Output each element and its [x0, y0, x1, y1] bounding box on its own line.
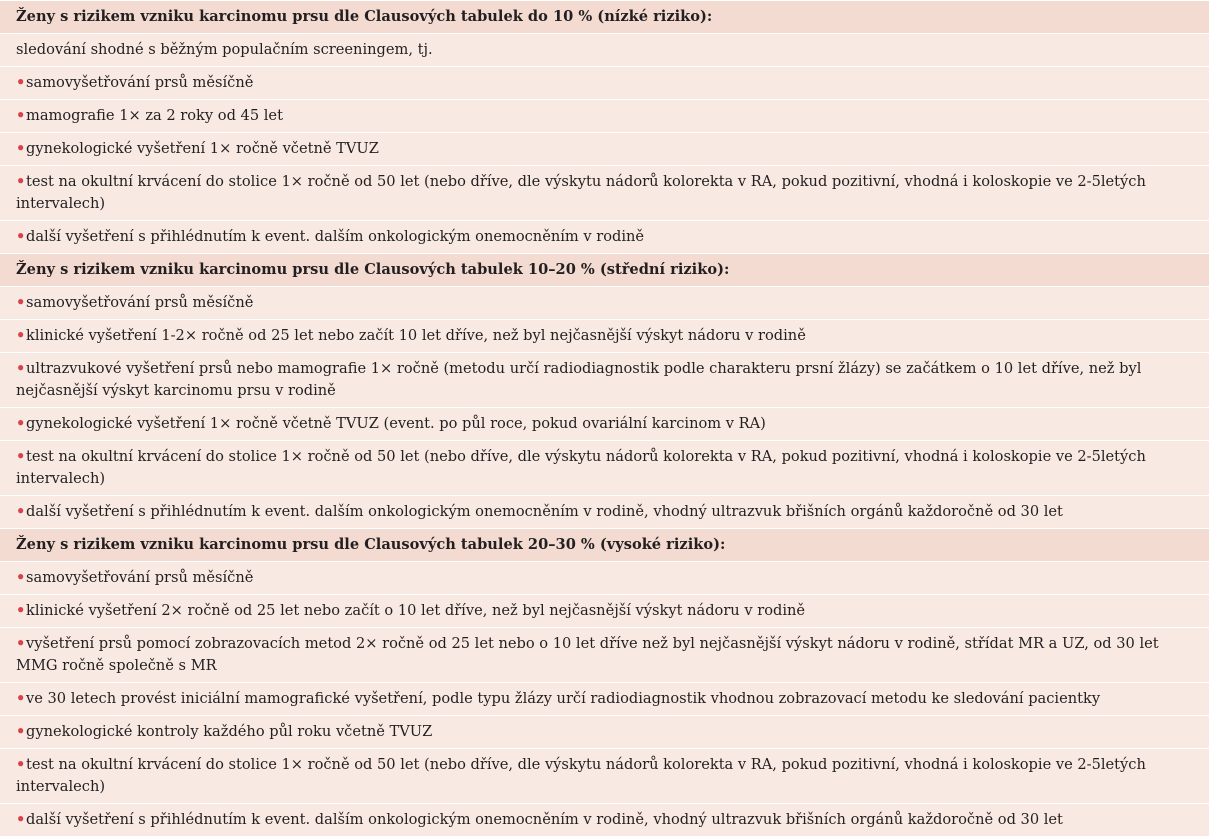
- list-item-text: klinické vyšetření 1-2× ročně od 25 let nebo začít 10 let dříve, než byl nejčasnější výskyt nádoru v rodině: [26, 327, 806, 344]
- list-item-text: další vyšetření s přihlédnutím k event. dalším onkologickým onemocněním v rodině, vhodný ultrazvuk břišních orgánů každoročně od 30 let: [26, 503, 1063, 520]
- list-item-row: [0, 716, 1209, 749]
- list-item: [0, 320, 1209, 353]
- section-header-row: [0, 529, 1209, 562]
- list-item-text: další vyšetření s přihlédnutím k event. dalším onkologickým onemocněním v rodině: [26, 228, 645, 245]
- list-item-text: další vyšetření s přihlédnutím k event. dalším onkologickým onemocněním v rodině, vhodný ultrazvuk břišních orgánů každoročně od 30 let: [26, 811, 1063, 828]
- bullet-icon: •: [16, 107, 26, 124]
- bullet-icon: •: [16, 690, 26, 707]
- list-item: [0, 595, 1209, 628]
- list-item-row: [0, 408, 1209, 441]
- bullet-icon: •: [16, 569, 26, 586]
- list-item-row: [0, 221, 1209, 254]
- list-item: [0, 353, 1209, 408]
- list-item: [0, 441, 1209, 496]
- bullet-icon: •: [16, 602, 26, 619]
- list-item-text: test na okultní krvácení do stolice 1× ročně od 50 let (nebo dříve, dle výskytu nádorů kolorekta v RA, pokud pozitivní, vhodná i koloskopie ve 2-5letých intervalech): [16, 756, 1146, 795]
- list-item-row: [0, 287, 1209, 320]
- section-header-row: [0, 1, 1209, 34]
- list-item-text: samovyšetřování prsů měsíčně: [26, 569, 254, 586]
- list-item-row: [0, 628, 1209, 683]
- bullet-icon: •: [16, 360, 26, 377]
- list-item: [0, 628, 1209, 683]
- bullet-icon: •: [16, 294, 26, 311]
- bullet-icon: •: [16, 503, 26, 520]
- list-item-row: [0, 353, 1209, 408]
- list-item: [0, 67, 1209, 100]
- list-item: [0, 287, 1209, 320]
- bullet-icon: •: [16, 173, 26, 190]
- section-header-row: [0, 254, 1209, 287]
- list-item: [0, 804, 1209, 837]
- list-item-text: ve 30 letech provést iniciální mamografické vyšetření, podle typu žlázy určí radiodiagnostik vhodnou zobrazovací metodu ke sledování pacientky: [26, 690, 1101, 707]
- section-intro-row: [0, 34, 1209, 67]
- list-item-text: test na okultní krvácení do stolice 1× ročně od 50 let (nebo dříve, dle výskytu nádorů kolorekta v RA, pokud pozitivní, vhodná i koloskopie ve 2-5letých intervalech): [16, 448, 1146, 487]
- list-item: [0, 496, 1209, 529]
- list-item-row: [0, 441, 1209, 496]
- list-item-row: [0, 100, 1209, 133]
- list-item: [0, 133, 1209, 166]
- list-item-text: vyšetření prsů pomocí zobrazovacích metod 2× ročně od 25 let nebo o 10 let dříve než byl nejčasnější výskyt nádoru v rodině, střídat MR a UZ, od 30 let MMG ročně společně s MR: [16, 635, 1159, 674]
- list-item-text: samovyšetřování prsů měsíčně: [26, 294, 254, 311]
- bullet-icon: •: [16, 811, 26, 828]
- bullet-icon: •: [16, 635, 26, 652]
- bullet-icon: •: [16, 723, 26, 740]
- bullet-icon: •: [16, 327, 26, 344]
- bullet-icon: •: [16, 74, 26, 91]
- list-item-row: [0, 683, 1209, 716]
- list-item-text: gynekologické vyšetření 1× ročně včetně TVUZ: [26, 140, 379, 157]
- list-item-row: [0, 562, 1209, 595]
- list-item-row: [0, 320, 1209, 353]
- section-header: Ženy s rizikem vzniku karcinomu prsu dle Clausových tabulek do 10 % (nízké riziko):: [0, 1, 1209, 34]
- list-item: [0, 408, 1209, 441]
- list-item: [0, 683, 1209, 716]
- list-item: [0, 221, 1209, 254]
- list-item-text: ultrazvukové vyšetření prsů nebo mamografie 1× ročně (metodu určí radiodiagnostik podle charakteru prsní žlázy) se začátkem o 10 let dříve, než byl nejčasnější výskyt karcinomu prsu v rodině: [16, 360, 1142, 399]
- bullet-icon: •: [16, 228, 26, 245]
- list-item-row: [0, 166, 1209, 221]
- list-item: [0, 716, 1209, 749]
- list-item: [0, 562, 1209, 595]
- list-item-row: [0, 595, 1209, 628]
- list-item-text: test na okultní krvácení do stolice 1× ročně od 50 let (nebo dříve, dle výskytu nádorů kolorekta v RA, pokud pozitivní, vhodná i koloskopie ve 2-5letých intervalech): [16, 173, 1146, 212]
- list-item-text: klinické vyšetření 2× ročně od 25 let nebo začít o 10 let dříve, než byl nejčasnější výskyt nádoru v rodině: [26, 602, 806, 619]
- list-item-text: gynekologické kontroly každého půl roku včetně TVUZ: [26, 723, 433, 740]
- list-item-row: [0, 133, 1209, 166]
- bullet-icon: •: [16, 415, 26, 432]
- list-item-text: mamografie 1× za 2 roky od 45 let: [26, 107, 283, 124]
- list-item: [0, 100, 1209, 133]
- list-item-text: gynekologické vyšetření 1× ročně včetně TVUZ (event. po půl roce, pokud ovariální karcinom v RA): [26, 415, 766, 432]
- bullet-icon: •: [16, 448, 26, 465]
- list-item: [0, 166, 1209, 221]
- section-intro: sledování shodné s běžným populačním screeningem, tj.: [0, 34, 1209, 67]
- list-item-row: [0, 67, 1209, 100]
- bullet-icon: •: [16, 140, 26, 157]
- list-item-text: samovyšetřování prsů měsíčně: [26, 74, 254, 91]
- section-header: Ženy s rizikem vzniku karcinomu prsu dle Clausových tabulek 10–20 % (střední riziko):: [0, 254, 1209, 287]
- list-item-row: [0, 496, 1209, 529]
- section-header: Ženy s rizikem vzniku karcinomu prsu dle Clausových tabulek 20–30 % (vysoké riziko):: [0, 529, 1209, 562]
- list-item: [0, 749, 1209, 804]
- list-item-row: [0, 749, 1209, 804]
- bullet-icon: •: [16, 756, 26, 773]
- list-item-row: [0, 804, 1209, 837]
